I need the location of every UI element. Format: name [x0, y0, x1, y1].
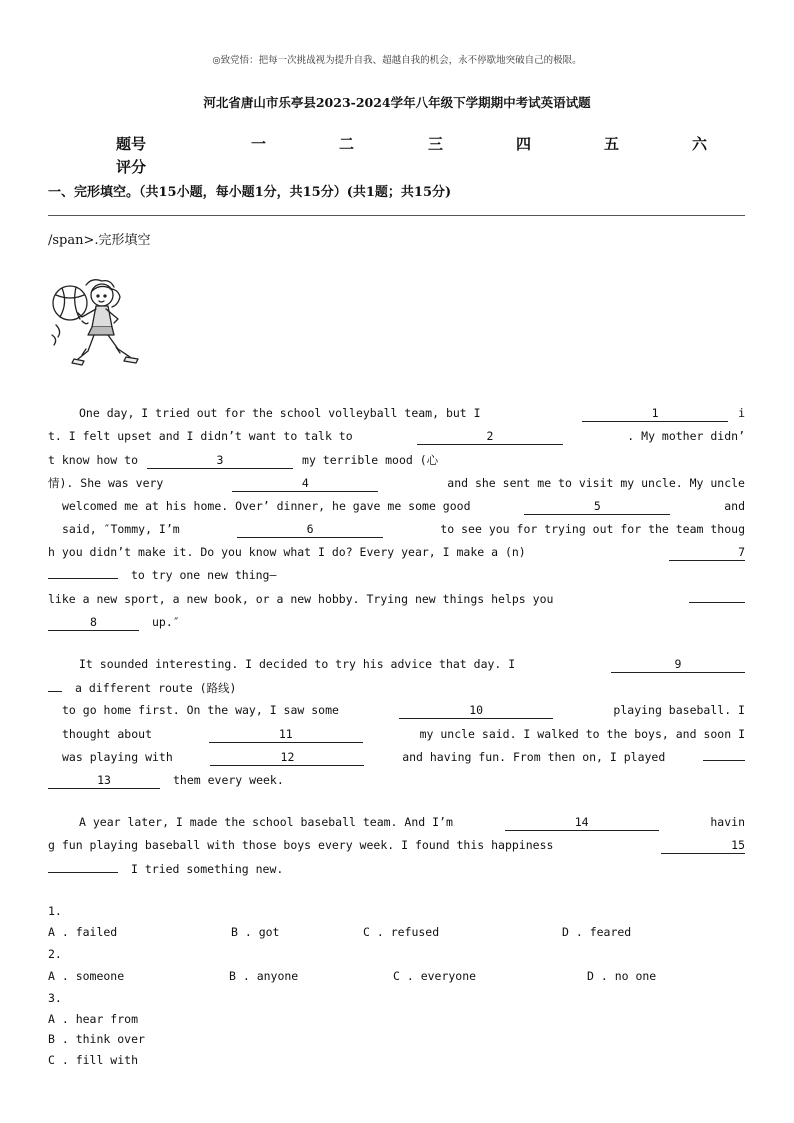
passage-line: [48, 475, 745, 492]
passage-text: welcomed me at his home. Over’ dinner, he gave me some good: [62, 499, 471, 513]
option-3-c[interactable]: C . fill with: [48, 1053, 139, 1067]
section-subtitle: /span>.完形填空: [48, 233, 151, 248]
passage-text: i: [738, 406, 745, 420]
passage-line: [48, 545, 745, 561]
passage-text: them every week.: [173, 773, 284, 787]
passage-line: [48, 838, 745, 854]
passage-line: [48, 750, 745, 766]
score-column-1: 一: [251, 135, 267, 153]
passage-text: said, ″Tommy, I’m: [62, 522, 180, 536]
passage-text: was playing with: [62, 750, 173, 764]
option-2-c[interactable]: C . everyone: [393, 969, 477, 983]
question-number: 1.: [48, 904, 62, 918]
passage-text: It sounded interesting. I decided to try his advice that day. I: [79, 657, 516, 671]
passage-text: to go home first. On the way, I saw some: [62, 703, 339, 717]
score-column-3: 三: [428, 135, 444, 153]
passage-line: [48, 703, 745, 719]
option-1-b[interactable]: B . got: [231, 925, 280, 939]
blank-4[interactable]: 4: [232, 476, 378, 492]
blank-2[interactable]: 2: [417, 429, 563, 445]
option-1-a[interactable]: A . failed: [48, 925, 118, 939]
blank-8[interactable]: 8: [48, 615, 139, 631]
score-table-row-label: 评分: [116, 158, 147, 176]
passage-text: One day, I tried out for the school volleyball team, but I: [79, 406, 481, 420]
score-column-5: 五: [604, 135, 620, 153]
passage-line: [48, 406, 745, 422]
passage-text: 情). She was very: [48, 476, 164, 490]
blank-3[interactable]: 3: [147, 453, 293, 469]
passage-line: [48, 773, 745, 789]
blank-13[interactable]: 13: [48, 773, 160, 789]
blank-11[interactable]: 11: [209, 727, 363, 743]
blank-15-continued[interactable]: [48, 872, 118, 873]
passage-line: [48, 452, 745, 469]
section-heading: 一、完形填空。（共15小题，每小题1分，共15分）(共1题；共15分): [48, 185, 452, 200]
option-2-b[interactable]: B . anyone: [229, 969, 299, 983]
blank-7-continued[interactable]: [48, 578, 118, 579]
passage-line: [48, 727, 745, 743]
passage-text: up.″: [152, 615, 180, 629]
blank-9-continued[interactable]: [48, 691, 62, 692]
question-number: 3.: [48, 991, 62, 1005]
option-3-a[interactable]: A . hear from: [48, 1012, 139, 1026]
blank-12[interactable]: 12: [210, 750, 364, 766]
passage-line: [48, 592, 745, 606]
passage-text: A year later, I made the school baseball team. And I’m: [79, 815, 453, 829]
passage-text: playing baseball. I: [613, 703, 745, 717]
passage-text: my uncle said. I walked to the boys, and soon I: [419, 727, 745, 741]
option-1-c[interactable]: C . refused: [363, 925, 440, 939]
score-table-column-label: 题号: [116, 135, 147, 153]
passage-text: and: [724, 499, 745, 513]
passage-text: and she sent me to visit my uncle. My uncle: [447, 476, 745, 490]
passage-text: I tried something new.: [131, 862, 284, 876]
passage-text: to try one new thing—: [131, 568, 277, 582]
passage-text: h you didn’t make it. Do you know what I do? Every year, I make a (n): [48, 545, 526, 559]
passage-text: . My mother didn’: [627, 429, 745, 443]
passage-text: t know how to: [48, 453, 139, 467]
passage-line: [48, 680, 745, 696]
blank-15[interactable]: 15: [661, 838, 745, 854]
passage-line: [48, 657, 745, 673]
passage-text: t. I felt upset and I didn’t want to talk to: [48, 429, 353, 443]
passage-text: my terrible mood (心: [302, 453, 439, 467]
passage-line: [48, 568, 745, 582]
passage-line: [48, 499, 745, 515]
passage-text: like a new sport, a new book, or a new hobby. Trying new things helps you: [48, 592, 554, 606]
exam-title: 河北省唐山市乐亭县2023-2024学年八年级下学期期中考试英语试题: [203, 95, 591, 110]
blank-14[interactable]: 14: [505, 815, 659, 831]
blank-13-start[interactable]: [703, 760, 745, 761]
blank-1[interactable]: 1: [582, 406, 728, 422]
option-3-b[interactable]: B . think over: [48, 1032, 145, 1046]
passage-line: [48, 862, 745, 876]
option-2-d[interactable]: D . no one: [587, 969, 657, 983]
passage-text: to see you for trying out for the team thoug: [440, 522, 745, 536]
passage-text: thought about: [62, 727, 153, 741]
passage-text: g fun playing baseball with those boys every week. I found this happiness: [48, 838, 554, 852]
passage-text: a different route (路线): [75, 681, 237, 695]
passage-line: [48, 522, 745, 538]
blank-5[interactable]: 5: [524, 499, 670, 515]
motto-line: ◎致党悟：把每一次挑战视为提升自我、超越自我的机会，永不停歇地突破自己的极限。: [212, 55, 582, 66]
blank-8-start[interactable]: [689, 602, 745, 603]
option-2-a[interactable]: A . someone: [48, 969, 125, 983]
blank-7[interactable]: 7: [669, 545, 745, 561]
score-column-6: 六: [692, 135, 708, 153]
passage-text: havin: [710, 815, 745, 829]
option-1-d[interactable]: D . feared: [562, 925, 632, 939]
section-divider: [48, 215, 745, 216]
passage-line: [48, 815, 745, 831]
blank-9[interactable]: 9: [611, 657, 745, 673]
passage-text: and having fun. From then on, I played: [402, 750, 666, 764]
blank-6[interactable]: 6: [237, 522, 383, 538]
question-number: 2.: [48, 947, 62, 961]
blank-10[interactable]: 10: [399, 703, 553, 719]
score-column-2: 二: [339, 135, 355, 153]
passage-line: [48, 429, 745, 445]
score-column-4: 四: [516, 135, 532, 153]
passage-line: [48, 615, 745, 631]
volleyball-girl-illustration: [48, 275, 152, 373]
